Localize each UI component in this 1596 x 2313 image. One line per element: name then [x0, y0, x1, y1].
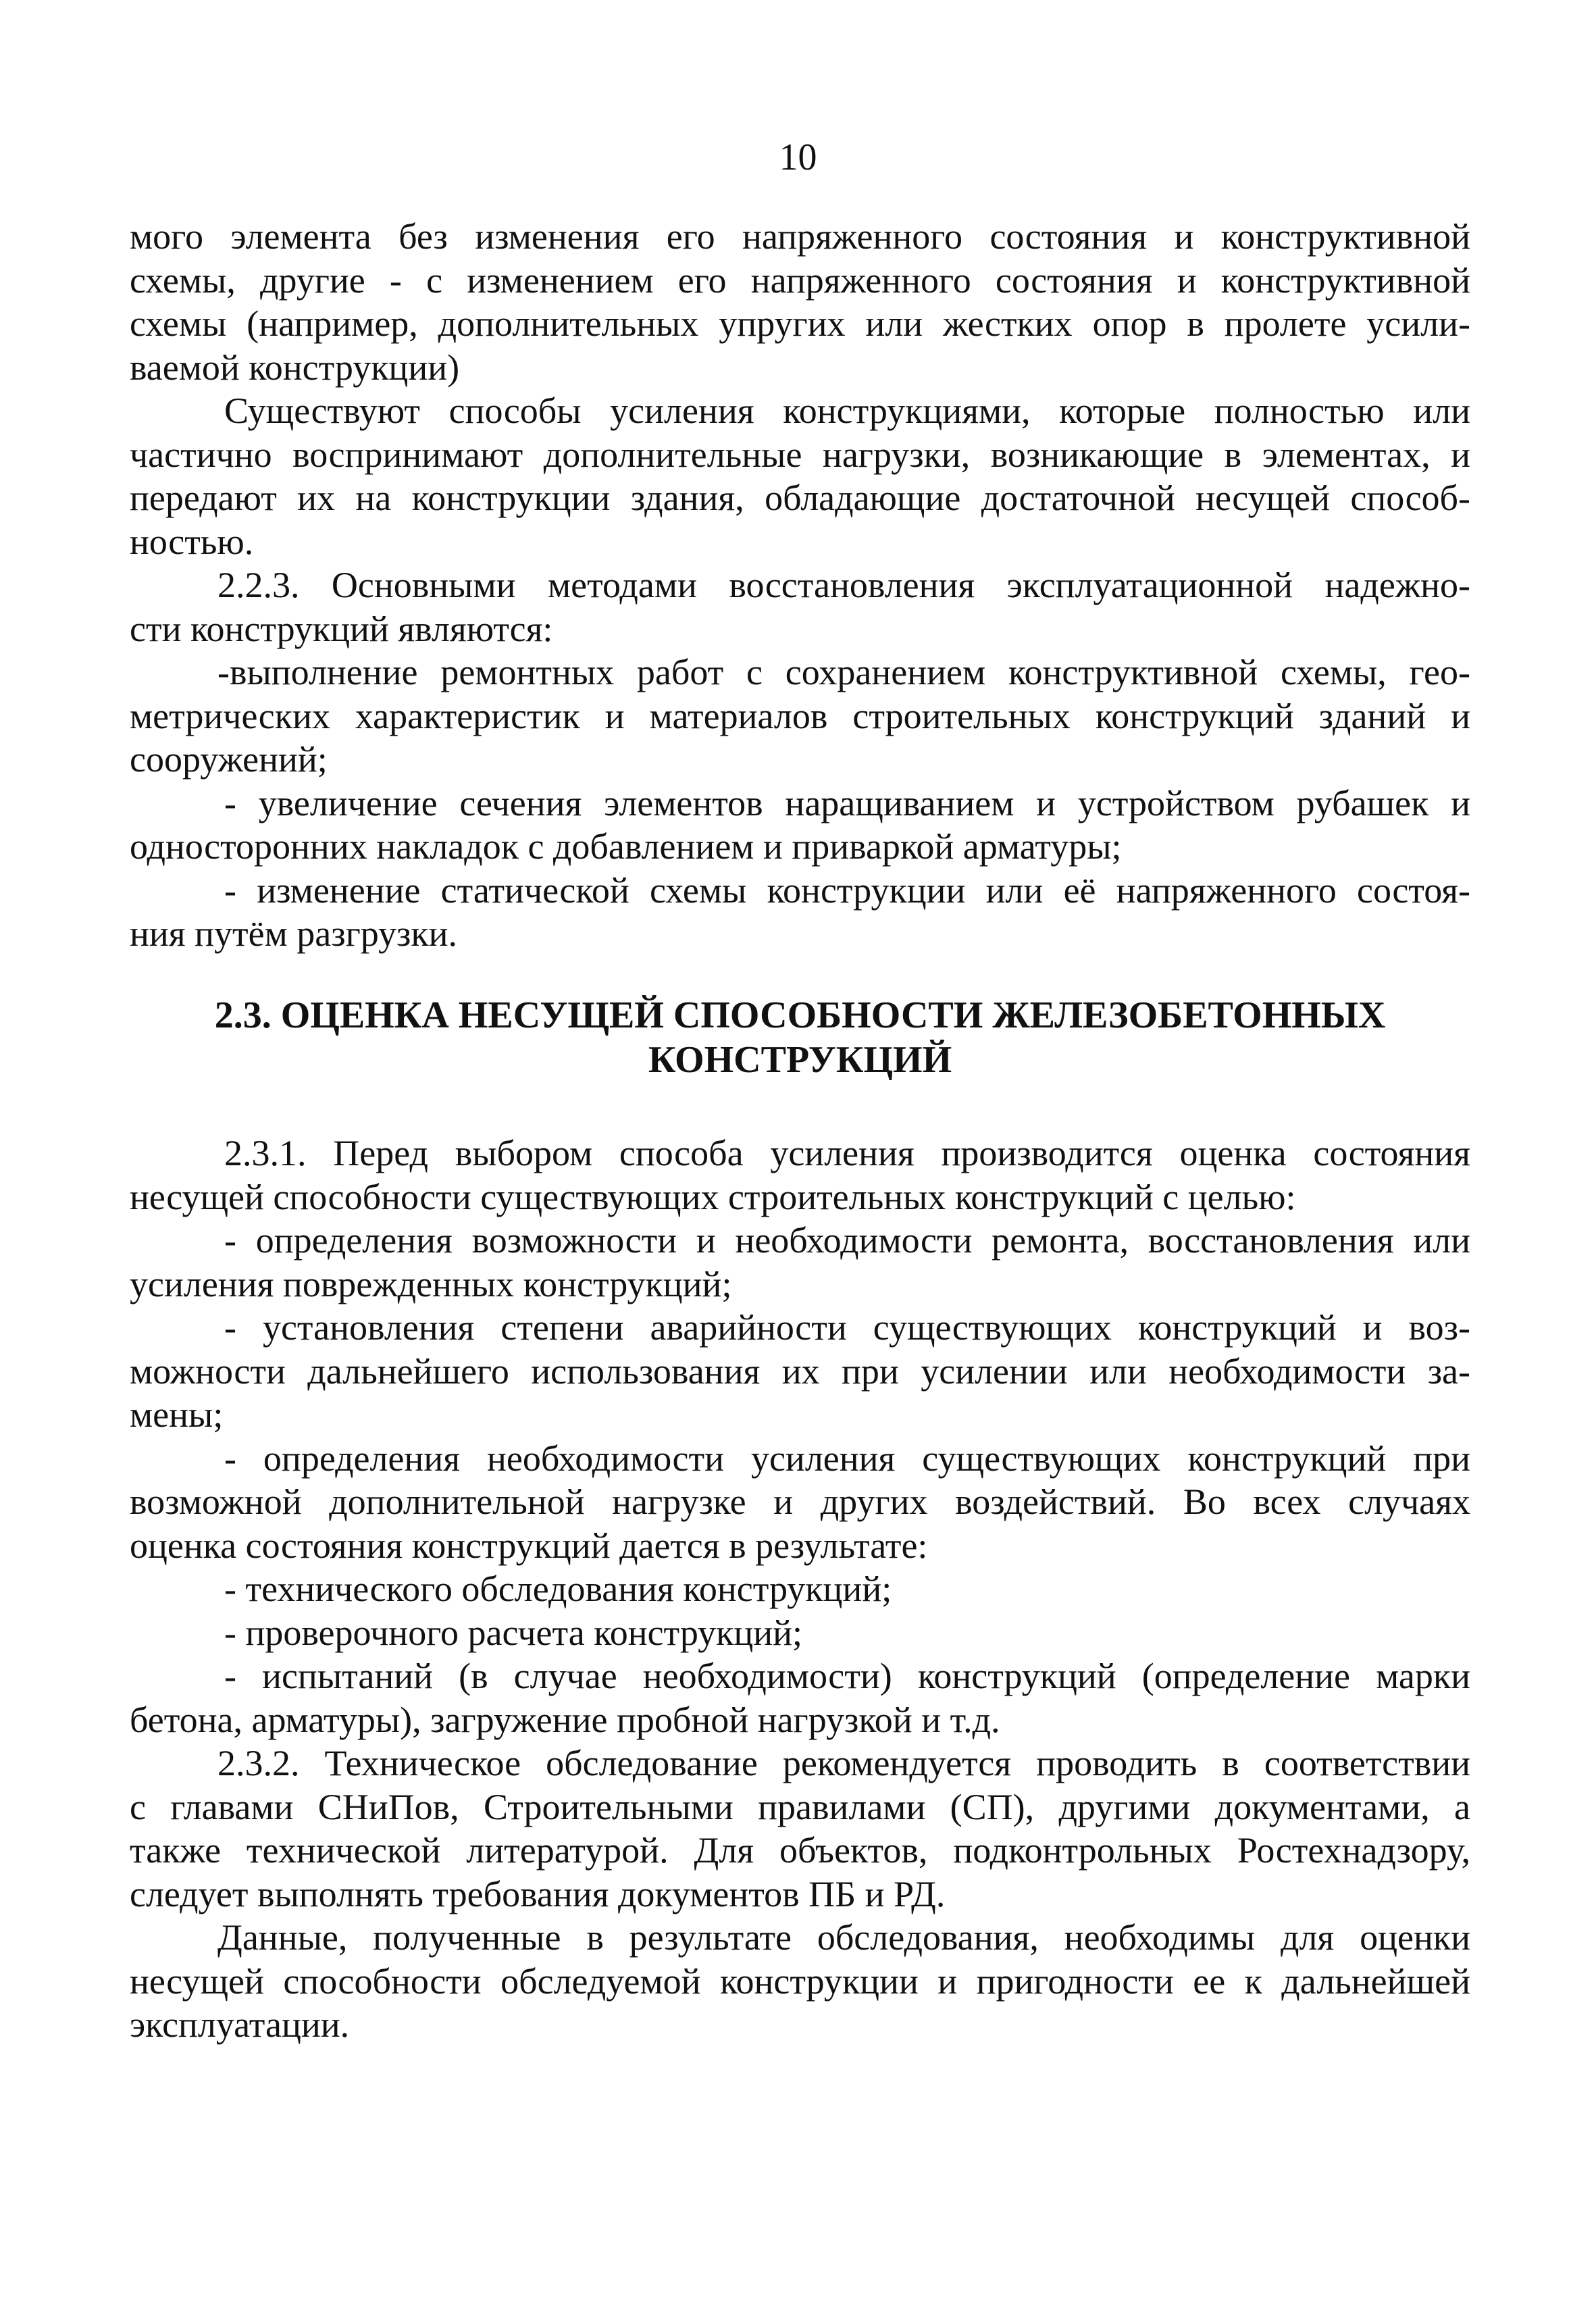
text-line: -выполнение ремонтных работ с сохранением конструктивной схемы, гео- — [217, 652, 1470, 692]
heading-line: КОНСТРУКЦИЙ — [648, 1039, 952, 1081]
text-line: метрических характеристик и материалов строительных конструкций зданий и — [130, 695, 1470, 736]
text-line: мены; — [130, 1394, 224, 1435]
text-line: частично воспринимают дополнительные нагрузки, возникающие в элементах, и — [130, 434, 1470, 475]
text-line: ваемой конструкции) — [130, 347, 460, 388]
text-line: оценка состояния конструкций дается в результате: — [130, 1525, 928, 1566]
text-line: - проверочного расчета конструкций; — [224, 1612, 803, 1653]
page-number: 10 — [779, 136, 817, 178]
text-line: - определения возможности и необходимости ремонта, восстановления или — [224, 1220, 1470, 1261]
text-line: несущей способности существующих строительных конструкций с целью: — [130, 1176, 1296, 1217]
text-line: схемы (например, дополнительных упругих или жестких опор в пролете усили- — [130, 303, 1470, 344]
text-line: - технического обследования конструкций; — [224, 1569, 892, 1609]
text-line: - определения необходимости усиления существующих конструкций при — [224, 1438, 1470, 1479]
text-line: ния путём разгрузки. — [130, 913, 457, 954]
text-line: можности дальнейшего использования их при усилении или необходимости за- — [130, 1350, 1470, 1392]
text-line: сооружений; — [130, 739, 328, 780]
text-line: 2.3.1. Перед выбором способа усиления производится оценка состояния — [224, 1133, 1470, 1173]
text-line: Данные, полученные в результате обследования, необходимы для оценки — [217, 1917, 1470, 1958]
text-line: эксплуатации. — [130, 2004, 350, 2045]
section-2-2-text — [130, 215, 1470, 956]
text-line: бетона, арматуры), загружение пробной нагрузкой и т.д. — [130, 1699, 1000, 1740]
text-line: - изменение статической схемы конструкции или её напряженного состоя- — [224, 869, 1470, 911]
text-line: также технической литературой. Для объектов, подконтрольных Ростехнадзору, — [130, 1830, 1470, 1871]
text-line: - увеличение сечения элементов наращиванием и устройством рубашек и — [224, 782, 1470, 823]
text-line: Существуют способы усиления конструкциями, которые полностью или — [224, 390, 1470, 431]
section-2-3-text — [130, 1132, 1470, 2047]
text-line: с главами СНиПов, Строительными правилами (СП), другими документами, а — [130, 1786, 1470, 1827]
section-heading — [130, 993, 1470, 1082]
text-line: ностью. — [130, 521, 254, 562]
text-line: усиления поврежденных конструкций; — [130, 1263, 732, 1304]
text-line: односторонних накладок с добавлением и приваркой арматуры; — [130, 826, 1122, 867]
text-line: - установления степени аварийности существующих конструкций и воз- — [224, 1307, 1470, 1348]
text-line: мого элемента без изменения его напряженного состояния и конструктивной — [130, 216, 1470, 257]
text-line: несущей способности обследуемой конструкции и пригодности ее к дальнейшей — [130, 1960, 1470, 2002]
text-line: - испытаний (в случае необходимости) конструкций (определение марки — [224, 1656, 1470, 1696]
text-line: передают их на конструкции здания, обладающие достаточной несущей способ- — [130, 478, 1470, 518]
text-line: следует выполнять требования документов ПБ и РД. — [130, 1873, 946, 1914]
text-line: схемы, другие - с изменением его напряженного состояния и конструктивной — [130, 259, 1470, 301]
text-line: 2.2.3. Основными методами восстановления эксплуатационной надежно- — [217, 565, 1470, 605]
heading-line: 2.3. ОЦЕНКА НЕСУЩЕЙ СПОСОБНОСТИ ЖЕЛЕЗОБЕТОННЫХ — [214, 994, 1386, 1036]
text-line: сти конструкций являются: — [130, 608, 553, 649]
text-line: 2.3.2. Техническое обследование рекомендуется проводить в соответствии — [217, 1743, 1470, 1783]
text-line: возможной дополнительной нагрузке и других воздействий. Во всех случаях — [130, 1481, 1470, 1522]
